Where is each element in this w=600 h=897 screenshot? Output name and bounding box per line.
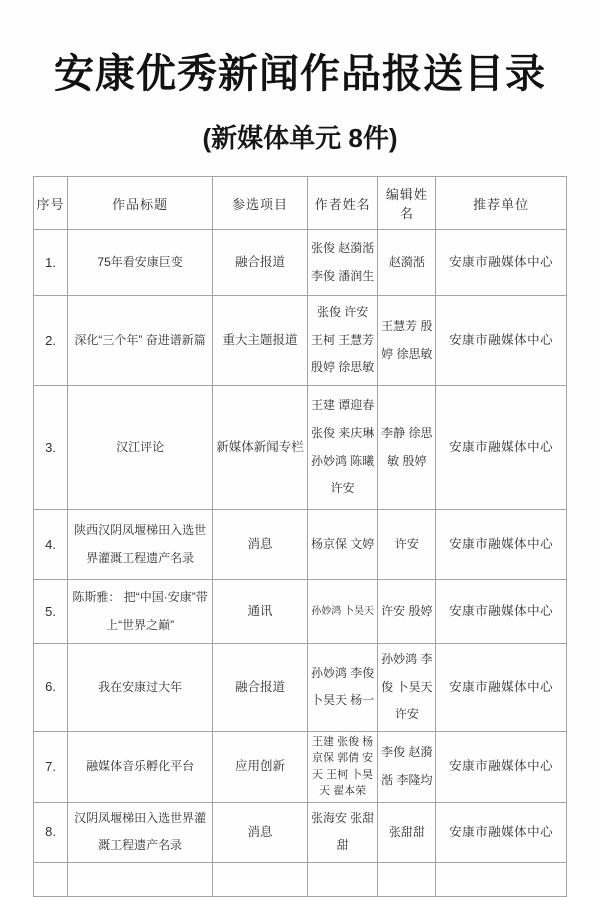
cell-serial-number: 2. xyxy=(34,296,68,386)
table-row xyxy=(34,510,567,580)
cell-work-title: 75年看安康巨变 xyxy=(68,230,213,296)
cell-editor-names: 李静 徐思敏 殷婷 xyxy=(378,386,436,510)
cell-author-names: 张俊 许安 王柯 王慧芳 殷婷 徐思敏 xyxy=(307,296,377,386)
cell-entry-category: 通讯 xyxy=(213,580,308,644)
cell-serial-number: 7. xyxy=(34,731,68,802)
cell-serial-number: 8. xyxy=(34,802,68,862)
cell-entry-category: 重大主题报道 xyxy=(213,296,308,386)
table-row xyxy=(34,580,567,644)
cell-editor-names: 王慧芳 殷婷 徐思敏 xyxy=(378,296,436,386)
cell-entry-category: 融合报道 xyxy=(213,230,308,296)
table-row xyxy=(34,296,567,386)
table-row xyxy=(34,802,567,862)
page-title: 安康优秀新闻作品报送目录 xyxy=(54,52,546,96)
cell-editor-names xyxy=(378,862,436,896)
cell-work-title: 融媒体音乐孵化平台 xyxy=(68,731,213,802)
cell-recommending-unit: 安康市融媒体中心 xyxy=(436,644,567,732)
header-work-title: 作品标题 xyxy=(68,177,213,230)
cell-recommending-unit: 安康市融媒体中心 xyxy=(436,802,567,862)
cell-work-title: 汉阴凤堰梯田入选世界灌溉工程遗产名录 xyxy=(68,802,213,862)
cell-serial-number: 4. xyxy=(34,510,68,580)
cell-serial-number: 3. xyxy=(34,386,68,510)
submission-catalog-table xyxy=(33,176,567,897)
cell-recommending-unit: 安康市融媒体中心 xyxy=(436,580,567,644)
cell-recommending-unit: 安康市融媒体中心 xyxy=(436,386,567,510)
cell-author-names: 张海安 张甜甜 xyxy=(307,802,377,862)
cell-author-names: 杨京保 文婷 xyxy=(307,510,377,580)
cell-serial-number: 1. xyxy=(34,230,68,296)
cell-recommending-unit: 安康市融媒体中心 xyxy=(436,510,567,580)
cell-author-names: 张俊 赵漪湉 李俊 潘润生 xyxy=(307,230,377,296)
header-recommending-unit: 推荐单位 xyxy=(436,177,567,230)
cell-author-names xyxy=(307,862,377,896)
table-header-row xyxy=(34,177,567,230)
cell-recommending-unit xyxy=(436,862,567,896)
cell-editor-names: 张甜甜 xyxy=(378,802,436,862)
cell-entry-category: 消息 xyxy=(213,802,308,862)
cell-entry-category: 融合报道 xyxy=(213,644,308,732)
cell-recommending-unit: 安康市融媒体中心 xyxy=(436,296,567,386)
cell-work-title: 我在安康过大年 xyxy=(68,644,213,732)
cell-serial-number xyxy=(34,862,68,896)
cell-work-title xyxy=(68,862,213,896)
header-serial-number: 序号 xyxy=(34,177,68,230)
cell-editor-names: 许安 殷婷 xyxy=(378,580,436,644)
cell-entry-category xyxy=(213,862,308,896)
header-author-names: 作者姓名 xyxy=(307,177,377,230)
cell-work-title: 陕西汉阴凤堰梯田入选世界灌溉工程遗产名录 xyxy=(68,510,213,580)
cell-editor-names: 孙妙鸿 李俊 卜昊天 许安 xyxy=(378,644,436,732)
table-row xyxy=(34,386,567,510)
cell-work-title: 深化“三个年” 奋进谱新篇 xyxy=(68,296,213,386)
cell-entry-category: 消息 xyxy=(213,510,308,580)
table-row xyxy=(34,230,567,296)
cell-entry-category: 新媒体新闻专栏 xyxy=(213,386,308,510)
cell-entry-category: 应用创新 xyxy=(213,731,308,802)
cell-work-title: 汉江评论 xyxy=(68,386,213,510)
header-editor-names: 编辑姓名 xyxy=(378,177,436,230)
cell-serial-number: 5. xyxy=(34,580,68,644)
table-row-empty xyxy=(34,862,567,896)
cell-editor-names: 李俊 赵漪湉 李隆均 xyxy=(378,731,436,802)
cell-editor-names: 赵漪湉 xyxy=(378,230,436,296)
cell-author-names: 孙妙鸿 李俊 卜昊天 杨一 xyxy=(307,644,377,732)
cell-recommending-unit: 安康市融媒体中心 xyxy=(436,731,567,802)
cell-author-names: 孙妙鸿 卜昊天 xyxy=(307,580,377,644)
header-entry-category: 参选项目 xyxy=(213,177,308,230)
cell-work-title: 陈斯雅： 把“中国·安康”带上“世界之巅” xyxy=(68,580,213,644)
table-row xyxy=(34,644,567,732)
table-row xyxy=(34,731,567,802)
cell-author-names: 王建 张俊 杨京保 郭倩 安天 王柯 卜昊天 翟本荣 xyxy=(307,731,377,802)
page-subtitle: (新媒体单元 8件) xyxy=(202,123,398,153)
cell-serial-number: 6. xyxy=(34,644,68,732)
cell-author-names: 王建 谭迎春 张俊 来庆琳 孙妙鸿 陈曦 许安 xyxy=(307,386,377,510)
cell-editor-names: 许安 xyxy=(378,510,436,580)
cell-recommending-unit: 安康市融媒体中心 xyxy=(436,230,567,296)
